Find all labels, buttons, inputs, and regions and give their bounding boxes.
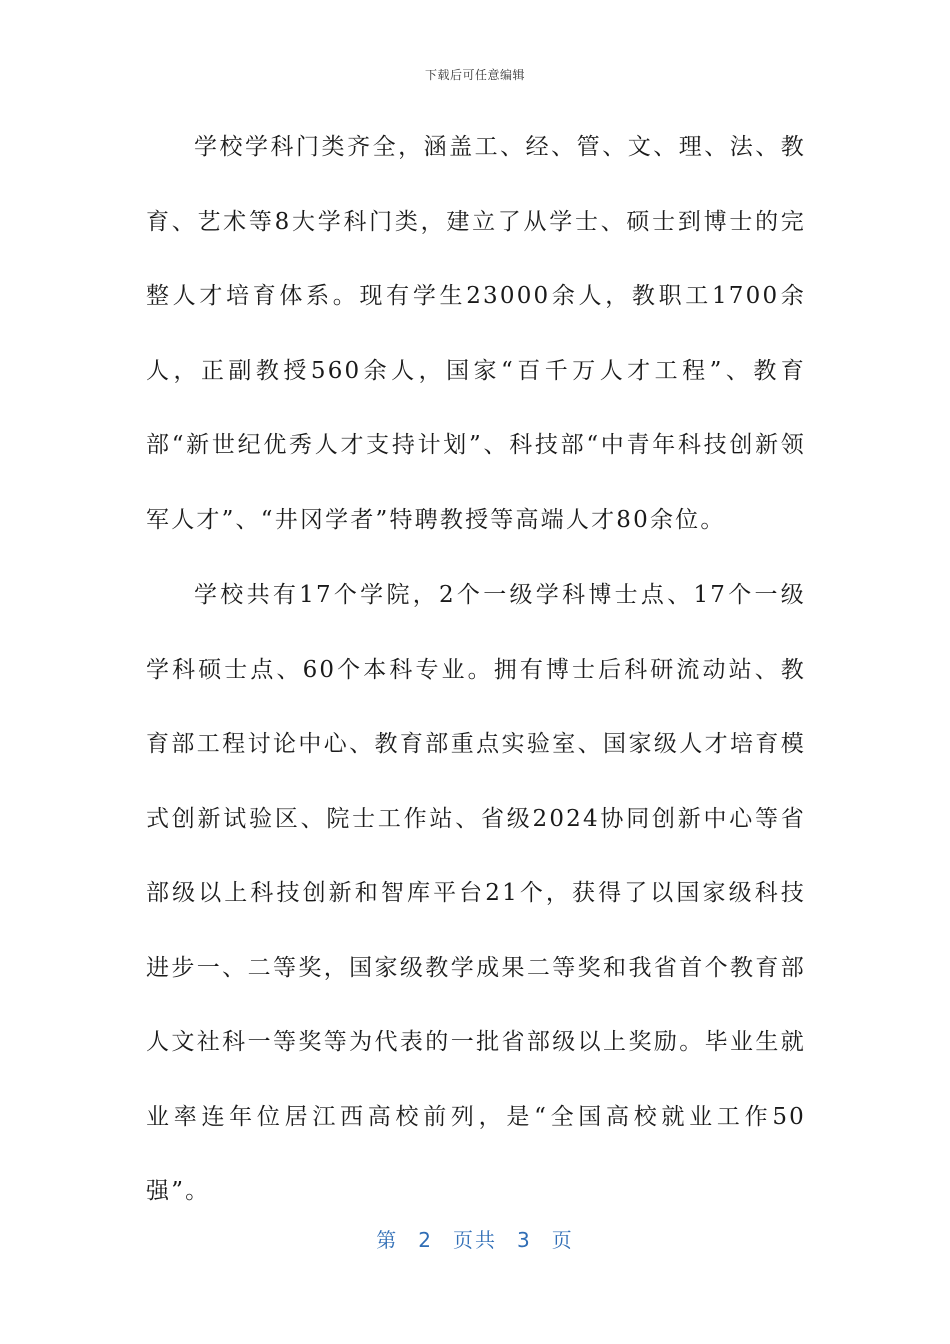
paragraph-container-2 bbox=[146, 558, 806, 1229]
paragraph-container-1 bbox=[146, 110, 806, 557]
current-page-number: 2 bbox=[418, 1228, 433, 1252]
header-note: 下载后可任意编辑 bbox=[424, 68, 525, 82]
footer-prefix: 第 bbox=[376, 1228, 399, 1252]
footer-middle: 页共 bbox=[453, 1228, 497, 1252]
footer-suffix: 页 bbox=[551, 1228, 574, 1252]
total-pages-number: 3 bbox=[517, 1228, 532, 1252]
page-number-footer bbox=[0, 1224, 950, 1253]
body-paragraph: 学校共有17个学院，2个一级学科博士点、17个一级学科硕士点、60个本科专业。拥有博士后科研流动站、教育部工程讨论中心、教育部重点实验室、国家级人才培育模式创新试验区、院士工作站、省级2024协同创新中心等省部级以上科技创新和智库平台21个，获得了以国家级科技进步一、二等奖，国家级教学成果二等奖和我省首个教育部人文社科一等奖等为代表的一批省部级以上奖励。毕业生就业率连年位居江西高校前列，是“全国高校就业工作50强”。 bbox=[146, 582, 806, 1204]
body-paragraph: 学校学科门类齐全，涵盖工、经、管、文、理、法、教育、艺术等8大学科门类，建立了从学士、硕士到博士的完整人才培育体系。现有学生23000余人，教职工1700余人，正副教授560余人，国家“百千万人才工程”、教育部“新世纪优秀人才支持计划”、科技部“中青年科技创新领军人才”、“井冈学者”特聘教授等高端人才80余位。 bbox=[146, 134, 806, 533]
